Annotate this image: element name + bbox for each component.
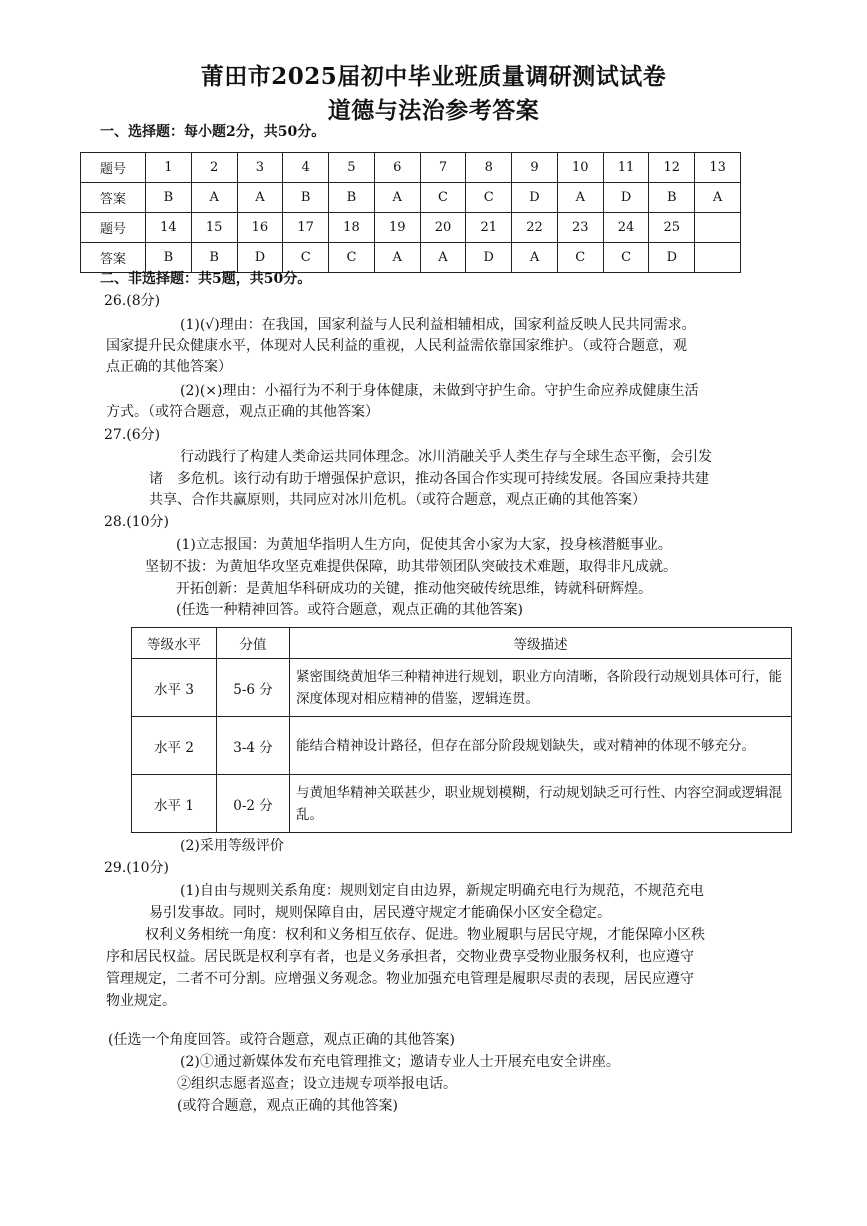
answer-table (80, 152, 741, 273)
table-cell: C (329, 243, 375, 273)
answer-text: (2)采用等级评价 (180, 838, 284, 854)
table-cell: A (374, 243, 420, 273)
table-cell (695, 243, 741, 273)
answer-text: 管理规定，二者不可分割。应增强义务观念。物业加强充电管理是履职尽责的表现，居民应遵守 (106, 971, 694, 987)
answer-text: 方式。（或符合题意，观点正确的其他答案） (106, 404, 379, 420)
table-cell: 18 (329, 213, 375, 243)
table-cell: 4 (283, 153, 329, 183)
table-row (81, 243, 741, 273)
table-cell: 答案 (81, 243, 146, 273)
table-cell: 12 (649, 153, 695, 183)
table-row (81, 213, 741, 243)
answer-text: (2)①通过新媒体发布充电管理推文；邀请专业人士开展充电安全讲座。 (180, 1054, 620, 1070)
table-cell: 22 (512, 213, 558, 243)
answer-text: ②组织志愿者巡查；设立违规专项举报电话。 (177, 1076, 457, 1092)
grade-table (131, 627, 792, 833)
table-cell: 17 (283, 213, 329, 243)
table-cell: C (466, 183, 512, 213)
table-cell: 20 (420, 213, 466, 243)
table-cell: A (420, 243, 466, 273)
table-cell: D (466, 243, 512, 273)
table-cell: 15 (191, 213, 237, 243)
table-cell: 2 (191, 153, 237, 183)
table-header-cell: 等级描述 (290, 628, 792, 659)
table-cell: 水平 2 (132, 717, 217, 775)
table-header-cell: 等级水平 (132, 628, 217, 659)
table-cell: C (557, 243, 603, 273)
table-cell: A (374, 183, 420, 213)
answer-text: 物业规定。 (106, 993, 176, 1009)
table-cell: B (329, 183, 375, 213)
table-cell: A (512, 243, 558, 273)
question-heading: 29.(10分) (104, 860, 170, 876)
answer-text: 坚韧不拔：为黄旭华攻坚克难提供保障，助其带领团队突破技术难题，取得非凡成就。 (145, 559, 677, 575)
table-cell: 24 (603, 213, 649, 243)
question-heading: 27.(6分) (104, 427, 161, 443)
answer-note: (任选一个角度回答。或符合题意，观点正确的其他答案) (108, 1032, 455, 1048)
table-cell: 7 (420, 153, 466, 183)
answer-text: 行动践行了构建人类命运共同体理念。冰川消融关乎人类生存与全球生态平衡，会引发 (180, 449, 712, 465)
question-heading: 28.(10分) (104, 514, 170, 530)
answer-text: 易引发事故。同时，规则保障自由，居民遵守规定才能确保小区安全稳定。 (149, 905, 611, 921)
section-heading-nonchoice: 二、非选择题：共5题，共50分。 (100, 271, 312, 287)
table-cell: D (603, 183, 649, 213)
answer-text: 权利义务相统一角度：权利和义务相互依存、促进。物业履职与居民守规，才能保障小区秩 (145, 927, 705, 943)
table-cell: 8 (466, 153, 512, 183)
table-cell: 25 (649, 213, 695, 243)
table-cell: D (237, 243, 283, 273)
table-cell: C (420, 183, 466, 213)
table-cell: 3-4 分 (217, 717, 290, 775)
page-title: 莆田市2025届初中毕业班质量调研测试试卷 (200, 63, 667, 90)
table-cell: C (283, 243, 329, 273)
answer-text: 点正确的其他答案） (106, 359, 232, 375)
answer-text: 序和居民权益。居民既是权利享有者，也是义务承担者，交物业费享受物业服务权利，也应遵守 (106, 949, 694, 965)
table-row (132, 717, 792, 775)
table-cell: 0-2 分 (217, 775, 290, 833)
table-cell: A (557, 183, 603, 213)
answer-text: (2)(×)理由：小福行为不利于身体健康，未做到守护生命。守护生命应养成健康生活 (180, 383, 699, 399)
table-header-row (132, 628, 792, 659)
table-cell: 题号 (81, 153, 146, 183)
section-heading-choice: 一、选择题：每小题2分，共50分。 (100, 124, 326, 140)
table-cell: 6 (374, 153, 420, 183)
table-header-cell: 分值 (217, 628, 290, 659)
table-cell: C (603, 243, 649, 273)
table-cell: 23 (557, 213, 603, 243)
answer-text: (1)自由与规则关系角度：规则划定自由边界，新规定明确充电行为规范，不规范充电 (180, 883, 704, 899)
table-cell: 水平 1 (132, 775, 217, 833)
table-cell: B (191, 243, 237, 273)
table-cell: B (649, 183, 695, 213)
question-heading: 26.(8分) (104, 293, 161, 309)
table-cell: 题号 (81, 213, 146, 243)
answer-text: 国家提升民众健康水平，体现对人民利益的重视，人民利益需依靠国家维护。（或符合题意，观 (106, 338, 687, 354)
table-cell: 紧密围绕黄旭华三种精神进行规划，职业方向清晰，各阶段行动规划具体可行，能深度体现对相应精神的借鉴，逻辑连贯。 (290, 659, 792, 717)
answer-text: 共享、合作共赢原则，共同应对冰川危机。（或符合题意，观点正确的其他答案） (149, 492, 646, 508)
table-cell: B (283, 183, 329, 213)
answer-note: (任选一种精神回答。或符合题意，观点正确的其他答案) (176, 602, 523, 618)
table-cell: 水平 3 (132, 659, 217, 717)
table-cell: 与黄旭华精神关联甚少，职业规划模糊，行动规划缺乏可行性、内容空洞或逻辑混乱。 (290, 775, 792, 833)
page-subtitle: 道德与法治参考答案 (327, 97, 540, 124)
table-cell: 9 (512, 153, 558, 183)
table-cell: B (146, 243, 192, 273)
table-cell: 能结合精神设计路径，但存在部分阶段规划缺失，或对精神的体现不够充分。 (290, 717, 792, 775)
table-cell: 13 (695, 153, 741, 183)
table-cell: 3 (237, 153, 283, 183)
answer-text: 诸 多危机。该行动有助于增强保护意识，推动各国合作实现可持续发展。各国应秉持共建 (149, 471, 709, 487)
table-cell: A (191, 183, 237, 213)
table-cell: 19 (374, 213, 420, 243)
answer-text: 开拓创新：是黄旭华科研成功的关键，推动他突破传统思维，铸就科研辉煌。 (176, 581, 652, 597)
answer-text: (1)立志报国：为黄旭华指明人生方向，促使其舍小家为大家，投身核潜艇事业。 (176, 537, 672, 553)
table-cell: 21 (466, 213, 512, 243)
table-cell: 16 (237, 213, 283, 243)
table-cell: 1 (146, 153, 192, 183)
table-cell: 5-6 分 (217, 659, 290, 717)
table-cell: D (649, 243, 695, 273)
table-row (132, 775, 792, 833)
table-row (81, 153, 741, 183)
table-cell: D (512, 183, 558, 213)
table-cell: 11 (603, 153, 649, 183)
answer-text: (1)(√)理由：在我国，国家利益与人民利益相辅相成，国家利益反映人民共同需求。 (180, 317, 696, 333)
table-cell: A (695, 183, 741, 213)
table-cell: B (146, 183, 192, 213)
table-cell: 10 (557, 153, 603, 183)
table-cell: 5 (329, 153, 375, 183)
table-cell: 答案 (81, 183, 146, 213)
table-cell: A (237, 183, 283, 213)
table-row (81, 183, 741, 213)
answer-note: (或符合题意，观点正确的其他答案) (177, 1098, 398, 1114)
table-cell (695, 213, 741, 243)
table-row (132, 659, 792, 717)
table-cell: 14 (146, 213, 192, 243)
